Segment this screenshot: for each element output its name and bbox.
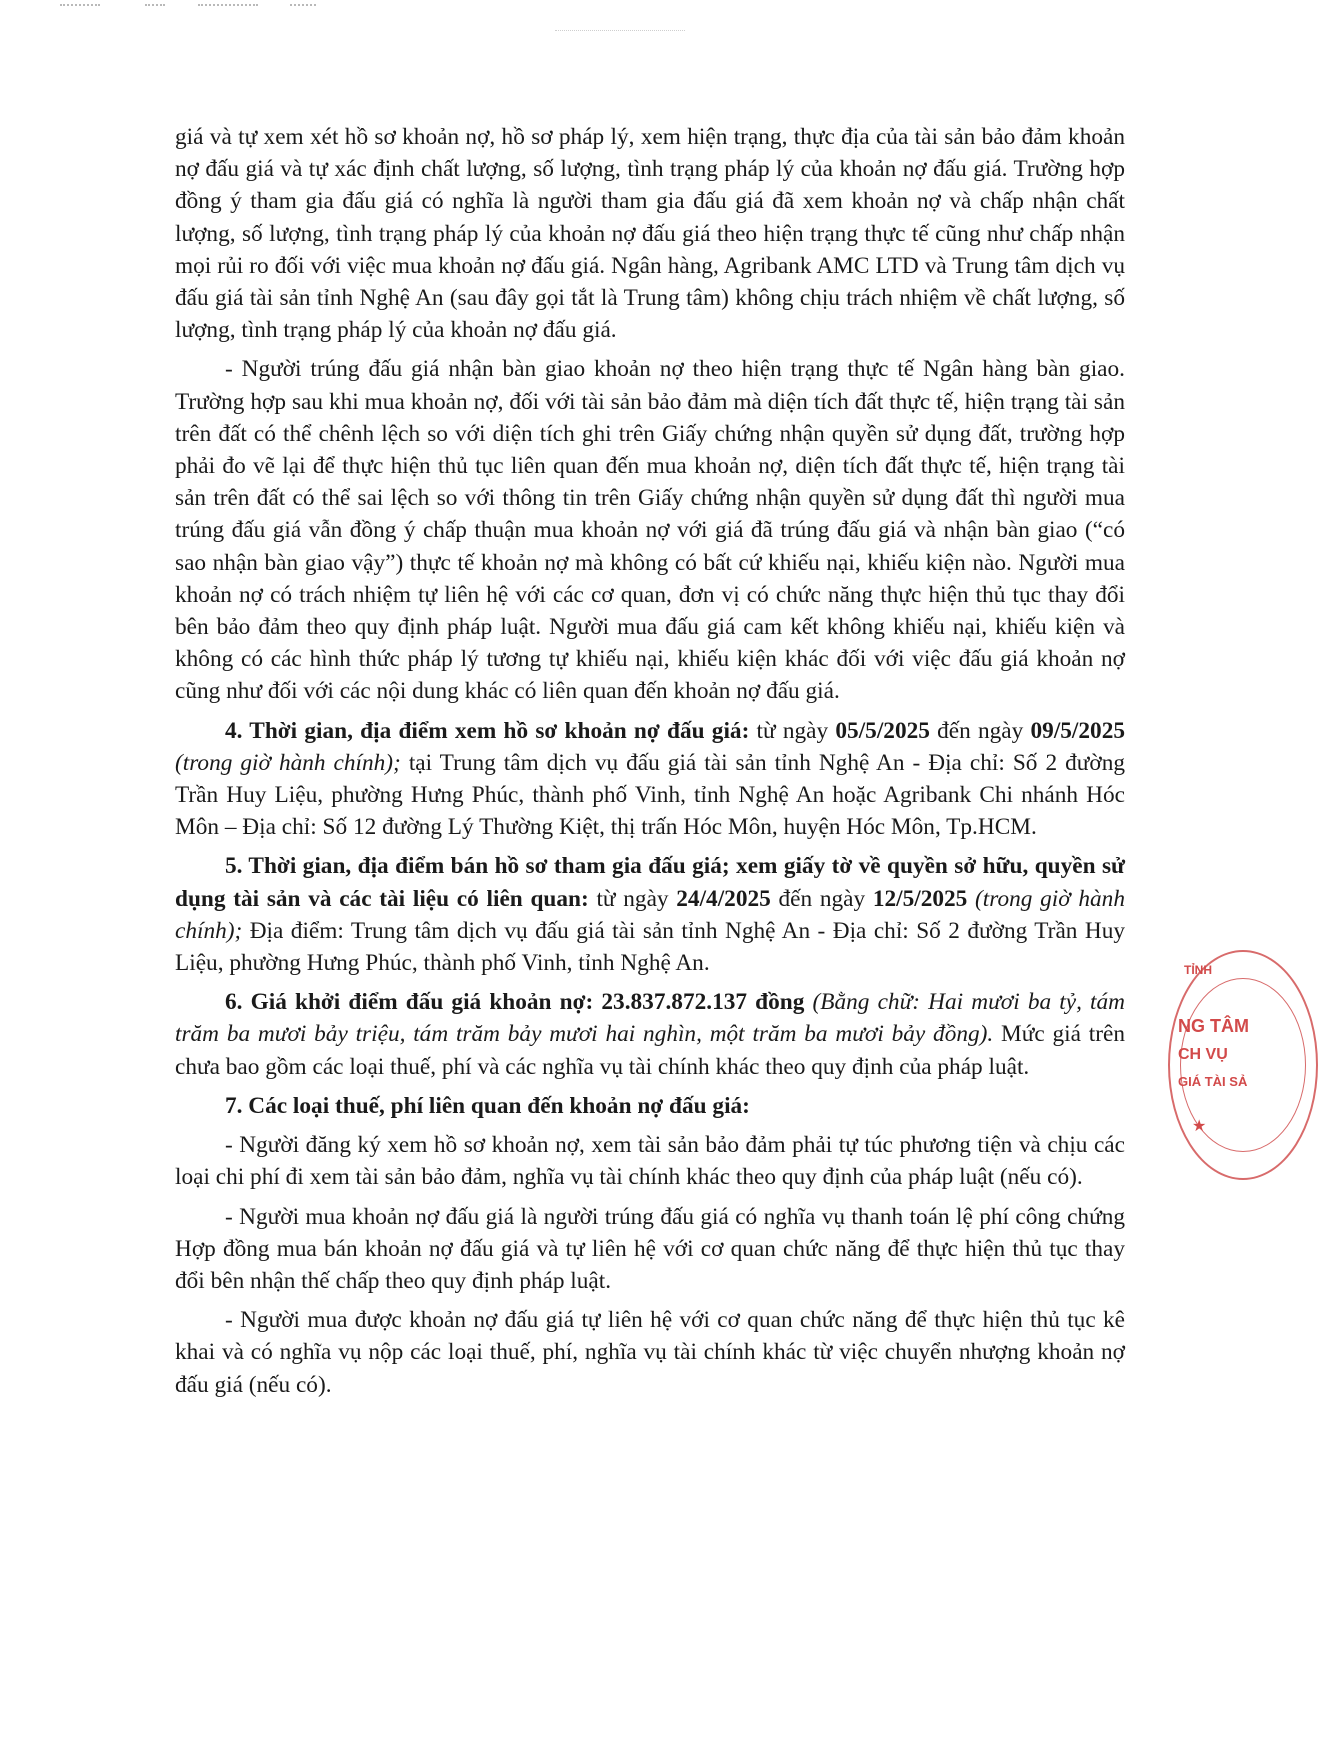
section-4-text: từ ngày (749, 717, 836, 744)
scan-artifact (60, 4, 100, 8)
section-5-heading: 5. Thời gian, địa điểm bán hồ sơ tham gia đấu giá; xem giấy tờ về quyền sở hữu, quyền sử dụng tài sản và các tài liệu có liên quan: (175, 853, 1125, 912)
scan-artifact (145, 4, 165, 8)
section-7-bullet-2: - Người mua khoản nợ đấu giá là người trúng đấu giá có nghĩa vụ thanh toán lệ phí công chứng Hợp đồng mua bán khoản nợ đấu giá và tự liên hệ với cơ quan chức năng để thực hiện thủ tục thay đổi bên nhận thế chấp theo quy định pháp luật. (175, 1203, 1125, 1294)
stamp-line: NG TÂM (1178, 1016, 1249, 1036)
section-7-bullet-1: - Người đăng ký xem hồ sơ khoản nợ, xem tài sản bảo đảm phải tự túc phương tiện và chịu các loại chi phí đi xem tài sản bảo đảm, nghĩa vụ tài chính khác theo quy định của pháp luật (nếu có). (175, 1132, 1125, 1191)
section-5-note: (trong giờ hành chính); (175, 885, 1125, 944)
section-4-address: tại Trung tâm dịch vụ đấu giá tài sản tỉnh Nghệ An - Địa chỉ: Số 2 đường Trần Huy Liệu, phường Hưng Phúc, thành phố Vinh, tỉnh Nghệ An hoặc Agribank Chi nhánh Hóc Môn – Địa chỉ: Số 12 đường Lý Thường Kiệt, thị trấn Hóc Môn, huyện Hóc Môn, Tp.HCM. (175, 749, 1125, 841)
section-7-bullet-3: - Người mua được khoản nợ đấu giá tự liên hệ với cơ quan chức năng để thực hiện thủ tục kê khai và có nghĩa vụ nộp các loại thuế, phí, nghĩa vụ tài chính khác từ việc chuyển nhượng khoản nợ đấu giá (nếu có). (175, 1307, 1125, 1398)
section-6-amount-in-words: (Bằng chữ: Hai mươi ba tỷ, tám trăm ba mươi bảy triệu, tám trăm bảy mươi hai nghìn, một trăm ba mươi bảy đồng). (175, 989, 1126, 1048)
section-4-note: (trong giờ hành chính); (175, 749, 401, 776)
section-4-end-date: 09/5/2025 (1030, 717, 1125, 744)
section-6-text (804, 989, 812, 1015)
scan-artifact (555, 30, 685, 37)
section-5-text: đến ngày (770, 885, 873, 912)
section-6-note: Mức giá trên chưa bao gồm các loại thuế, phí và các nghĩa vụ tài chính khác theo quy định của pháp luật. (175, 1021, 1126, 1080)
star-icon: ★ (1192, 1118, 1207, 1135)
stamp-top-text: TỈNH (1184, 963, 1212, 977)
scan-artifact (198, 4, 258, 8)
paragraph-handover: - Người trúng đấu giá nhận bàn giao khoản nợ theo hiện trạng thực tế Ngân hàng bàn giao. Trường hợp sau khi mua khoản nợ, đối với tài sản bảo đảm mà diện tích đất thực tế, hiện trạng tài sản trên đất có thể chênh lệch so với diện tích ghi trên Giấy chứng nhận quyền sử dụng đất, trường hợp phải đo vẽ lại để thực hiện thủ tục liên quan đến mua khoản nợ, diện tích đất thực tế, hiện trạng tài sản trên đất có thể sai lệch so với thông tin trên Giấy chứng nhận quyền sử dụng đất thì người mua trúng đấu giá vẫn đồng ý chấp thuận mua khoản nợ với giá đã trúng đấu giá và nhận bàn giao (“có sao nhận bàn giao vậy”) thực tế khoản nợ mà không có bất cứ khiếu nại, khiếu kiện nào. Người mua khoản nợ có trách nhiệm tự liên hệ với các cơ quan, đơn vị có chức năng thực hiện thủ tục thay đổi bên bảo đảm theo quy định pháp luật. Người mua đấu giá cam kết không khiếu nại, khiếu kiện và không có các hình thức pháp lý tương tự khiếu nại, khiếu kiện khác đối với việc đấu giá khoản nợ cũng như đối với các nội dung khác có liên quan đến khoản nợ đấu giá. (175, 356, 1125, 705)
scan-artifact (290, 4, 316, 8)
section-7-heading-text: 7. Các loại thuế, phí liên quan đến khoản nợ đấu giá: (225, 1092, 750, 1119)
section-7-heading (175, 1090, 1125, 1122)
section-5-end-date: 12/5/2025 (872, 885, 968, 912)
section-5 (175, 850, 1125, 979)
section-5-text (967, 886, 975, 912)
section-6 (175, 986, 1125, 1083)
section-6-heading: 6. Giá khởi điểm đấu giá khoản nợ: 23.837.872.137 đồng (225, 989, 805, 1016)
paragraph-continuation: giá và tự xem xét hồ sơ khoản nợ, hồ sơ pháp lý, xem hiện trạng, thực địa của tài sản bảo đảm khoản nợ đấu giá và tự xác định chất lượng, số lượng, tình trạng pháp lý của khoản nợ đấu giá. Trường hợp đồng ý tham gia đấu giá có nghĩa là người tham gia đấu giá đã xem khoản nợ và chấp nhận chất lượng, số lượng, tình trạng pháp lý của khoản nợ đấu giá theo hiện trạng thực tế cũng như chấp nhận mọi rủi ro đối với việc mua khoản nợ đấu giá. Ngân hàng, Agribank AMC LTD và Trung tâm dịch vụ đấu giá tài sản tỉnh Nghệ An (sau đây gọi tắt là Trung tâm) không chịu trách nhiệm về chất lượng, số lượng, tình trạng pháp lý của khoản nợ đấu giá. (175, 124, 1125, 344)
section-4-heading: 4. Thời gian, địa điểm xem hồ sơ khoản nợ đấu giá: (225, 717, 750, 744)
red-seal-stamp (1168, 950, 1318, 1180)
section-4-start-date: 05/5/2025 (835, 717, 930, 744)
section-4-text: đến ngày (929, 717, 1031, 744)
stamp-line: CH VỤ (1178, 1046, 1228, 1063)
section-4 (175, 715, 1125, 844)
document-body (175, 121, 1125, 1408)
section-5-text: từ ngày (588, 885, 677, 912)
section-5-start-date: 24/4/2025 (676, 885, 771, 912)
section-5-address: Địa điểm: Trung tâm dịch vụ đấu giá tài sản tỉnh Nghệ An - Địa chỉ: Số 2 đường Trần Huy Liệu, phường Hưng Phúc, thành phố Vinh, tỉnh Nghệ An. (175, 917, 1125, 977)
stamp-line: GIÁ TÀI SẢ (1178, 1074, 1248, 1089)
